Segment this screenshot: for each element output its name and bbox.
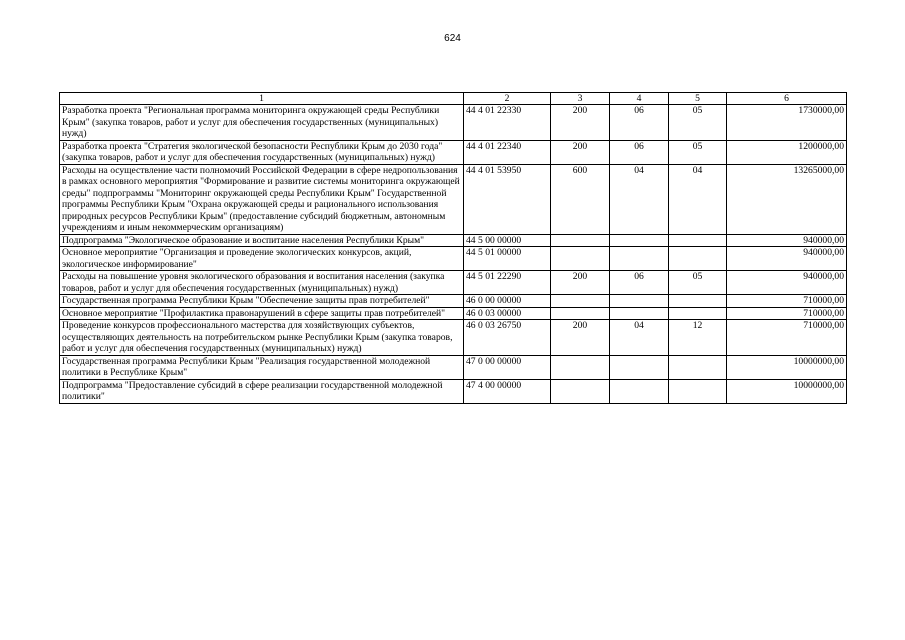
row-name: Основное мероприятие "Профилактика правонарушений в сфере защиты прав потребителей"	[60, 307, 464, 320]
row-name: Проведение конкурсов профессионального мастерства для хозяйствующих субъектов, осуществляющих деятельность на потребительском рынке Республики Крым (закупка товаров, работ и услуг для обеспечения государственных (муниципальных) нужд)	[60, 320, 464, 356]
row-subsection	[669, 234, 727, 247]
row-subsection: 04	[669, 164, 727, 234]
row-section: 04	[610, 320, 669, 356]
column-header-amount: 6	[727, 93, 847, 105]
row-name: Расходы на повышение уровня экологического образования и воспитания населения (закупка товаров, работ и услуг для обеспечения государственных (муниципальных) нужд)	[60, 271, 464, 295]
table-row	[60, 164, 847, 234]
row-name: Основное мероприятие "Организация и проведение экологических конкурсов, акций, экологическое информирование"	[60, 247, 464, 271]
row-code: 44 5 01 00000	[464, 247, 551, 271]
page-number: 624	[444, 33, 461, 44]
row-name: Разработка проекта "Региональная программа мониторинга окружающей среды Республики Крым" (закупка товаров, работ и услуг для обеспечения государственных (муниципальных) нужд)	[60, 105, 464, 141]
row-section	[610, 247, 669, 271]
row-name: Подпрограмма "Предоставление субсидий в сфере реализации государственной молодежной политики"	[60, 379, 464, 403]
row-expense-type	[551, 379, 610, 403]
table-row	[60, 140, 847, 164]
row-code: 44 4 01 22330	[464, 105, 551, 141]
row-expense-type: 200	[551, 271, 610, 295]
row-expense-type: 600	[551, 164, 610, 234]
row-code: 44 5 01 22290	[464, 271, 551, 295]
row-name: Разработка проекта "Стратегия экологической безопасности Республики Крым до 2030 года" (закупка товаров, работ и услуг для обеспечения государственных (муниципальных) нужд)	[60, 140, 464, 164]
table-row	[60, 379, 847, 403]
column-header-expense-type: 3	[551, 93, 610, 105]
row-expense-type	[551, 355, 610, 379]
row-subsection	[669, 295, 727, 308]
row-code: 46 0 00 00000	[464, 295, 551, 308]
row-code: 47 4 00 00000	[464, 379, 551, 403]
row-subsection	[669, 307, 727, 320]
row-name: Государственная программа Республики Крым "Обеспечение защиты прав потребителей"	[60, 295, 464, 308]
row-amount: 940000,00	[727, 234, 847, 247]
row-subsection	[669, 379, 727, 403]
row-expense-type	[551, 295, 610, 308]
table-row	[60, 295, 847, 308]
row-subsection	[669, 247, 727, 271]
row-section: 06	[610, 140, 669, 164]
table-row	[60, 355, 847, 379]
row-code: 47 0 00 00000	[464, 355, 551, 379]
row-expense-type	[551, 234, 610, 247]
row-code: 44 5 00 00000	[464, 234, 551, 247]
row-amount: 1730000,00	[727, 105, 847, 141]
column-header-name: 1	[60, 93, 464, 105]
row-amount: 1200000,00	[727, 140, 847, 164]
table-row	[60, 234, 847, 247]
table-row	[60, 320, 847, 356]
row-section	[610, 355, 669, 379]
table-row	[60, 271, 847, 295]
row-name: Подпрограмма "Экологическое образование и воспитание населения Республики Крым"	[60, 234, 464, 247]
row-expense-type: 200	[551, 320, 610, 356]
row-name: Государственная программа Республики Крым "Реализация государственной молодежной политики в Республике Крым"	[60, 355, 464, 379]
row-section: 06	[610, 105, 669, 141]
row-subsection: 05	[669, 105, 727, 141]
row-amount: 710000,00	[727, 295, 847, 308]
column-header-subsection: 5	[669, 93, 727, 105]
row-amount: 10000000,00	[727, 379, 847, 403]
row-expense-type: 200	[551, 105, 610, 141]
row-name: Расходы на осуществление части полномочий Российской Федерации в сфере недропользования в рамках основного мероприятия "Формирование и развитие системы мониторинга окружающей среды" подпрограммы "Мониторинг окружающей среды Республики Крым" Государственной программы Республики Крым "Охрана окружающей среды и рационального использования природных ресурсов Республики Крым" (предоставление субсидий бюджетным, автономным учреждениям и иным некоммерческим организациям)	[60, 164, 464, 234]
row-amount: 710000,00	[727, 320, 847, 356]
column-header-section: 4	[610, 93, 669, 105]
row-code: 44 4 01 22340	[464, 140, 551, 164]
row-section	[610, 379, 669, 403]
budget-table	[59, 92, 847, 404]
row-code: 46 0 03 00000	[464, 307, 551, 320]
row-amount: 940000,00	[727, 247, 847, 271]
row-amount: 940000,00	[727, 271, 847, 295]
row-subsection	[669, 355, 727, 379]
row-section: 04	[610, 164, 669, 234]
row-expense-type: 200	[551, 140, 610, 164]
row-subsection: 05	[669, 271, 727, 295]
row-amount: 10000000,00	[727, 355, 847, 379]
column-header-code: 2	[464, 93, 551, 105]
table-row	[60, 247, 847, 271]
row-section: 06	[610, 271, 669, 295]
table-header-row	[60, 93, 847, 105]
row-section	[610, 234, 669, 247]
row-code: 46 0 03 26750	[464, 320, 551, 356]
table-row	[60, 105, 847, 141]
table-row	[60, 307, 847, 320]
row-section	[610, 307, 669, 320]
row-expense-type	[551, 247, 610, 271]
row-code: 44 4 01 53950	[464, 164, 551, 234]
row-amount: 710000,00	[727, 307, 847, 320]
row-amount: 13265000,00	[727, 164, 847, 234]
row-section	[610, 295, 669, 308]
row-subsection: 05	[669, 140, 727, 164]
row-expense-type	[551, 307, 610, 320]
row-subsection: 12	[669, 320, 727, 356]
